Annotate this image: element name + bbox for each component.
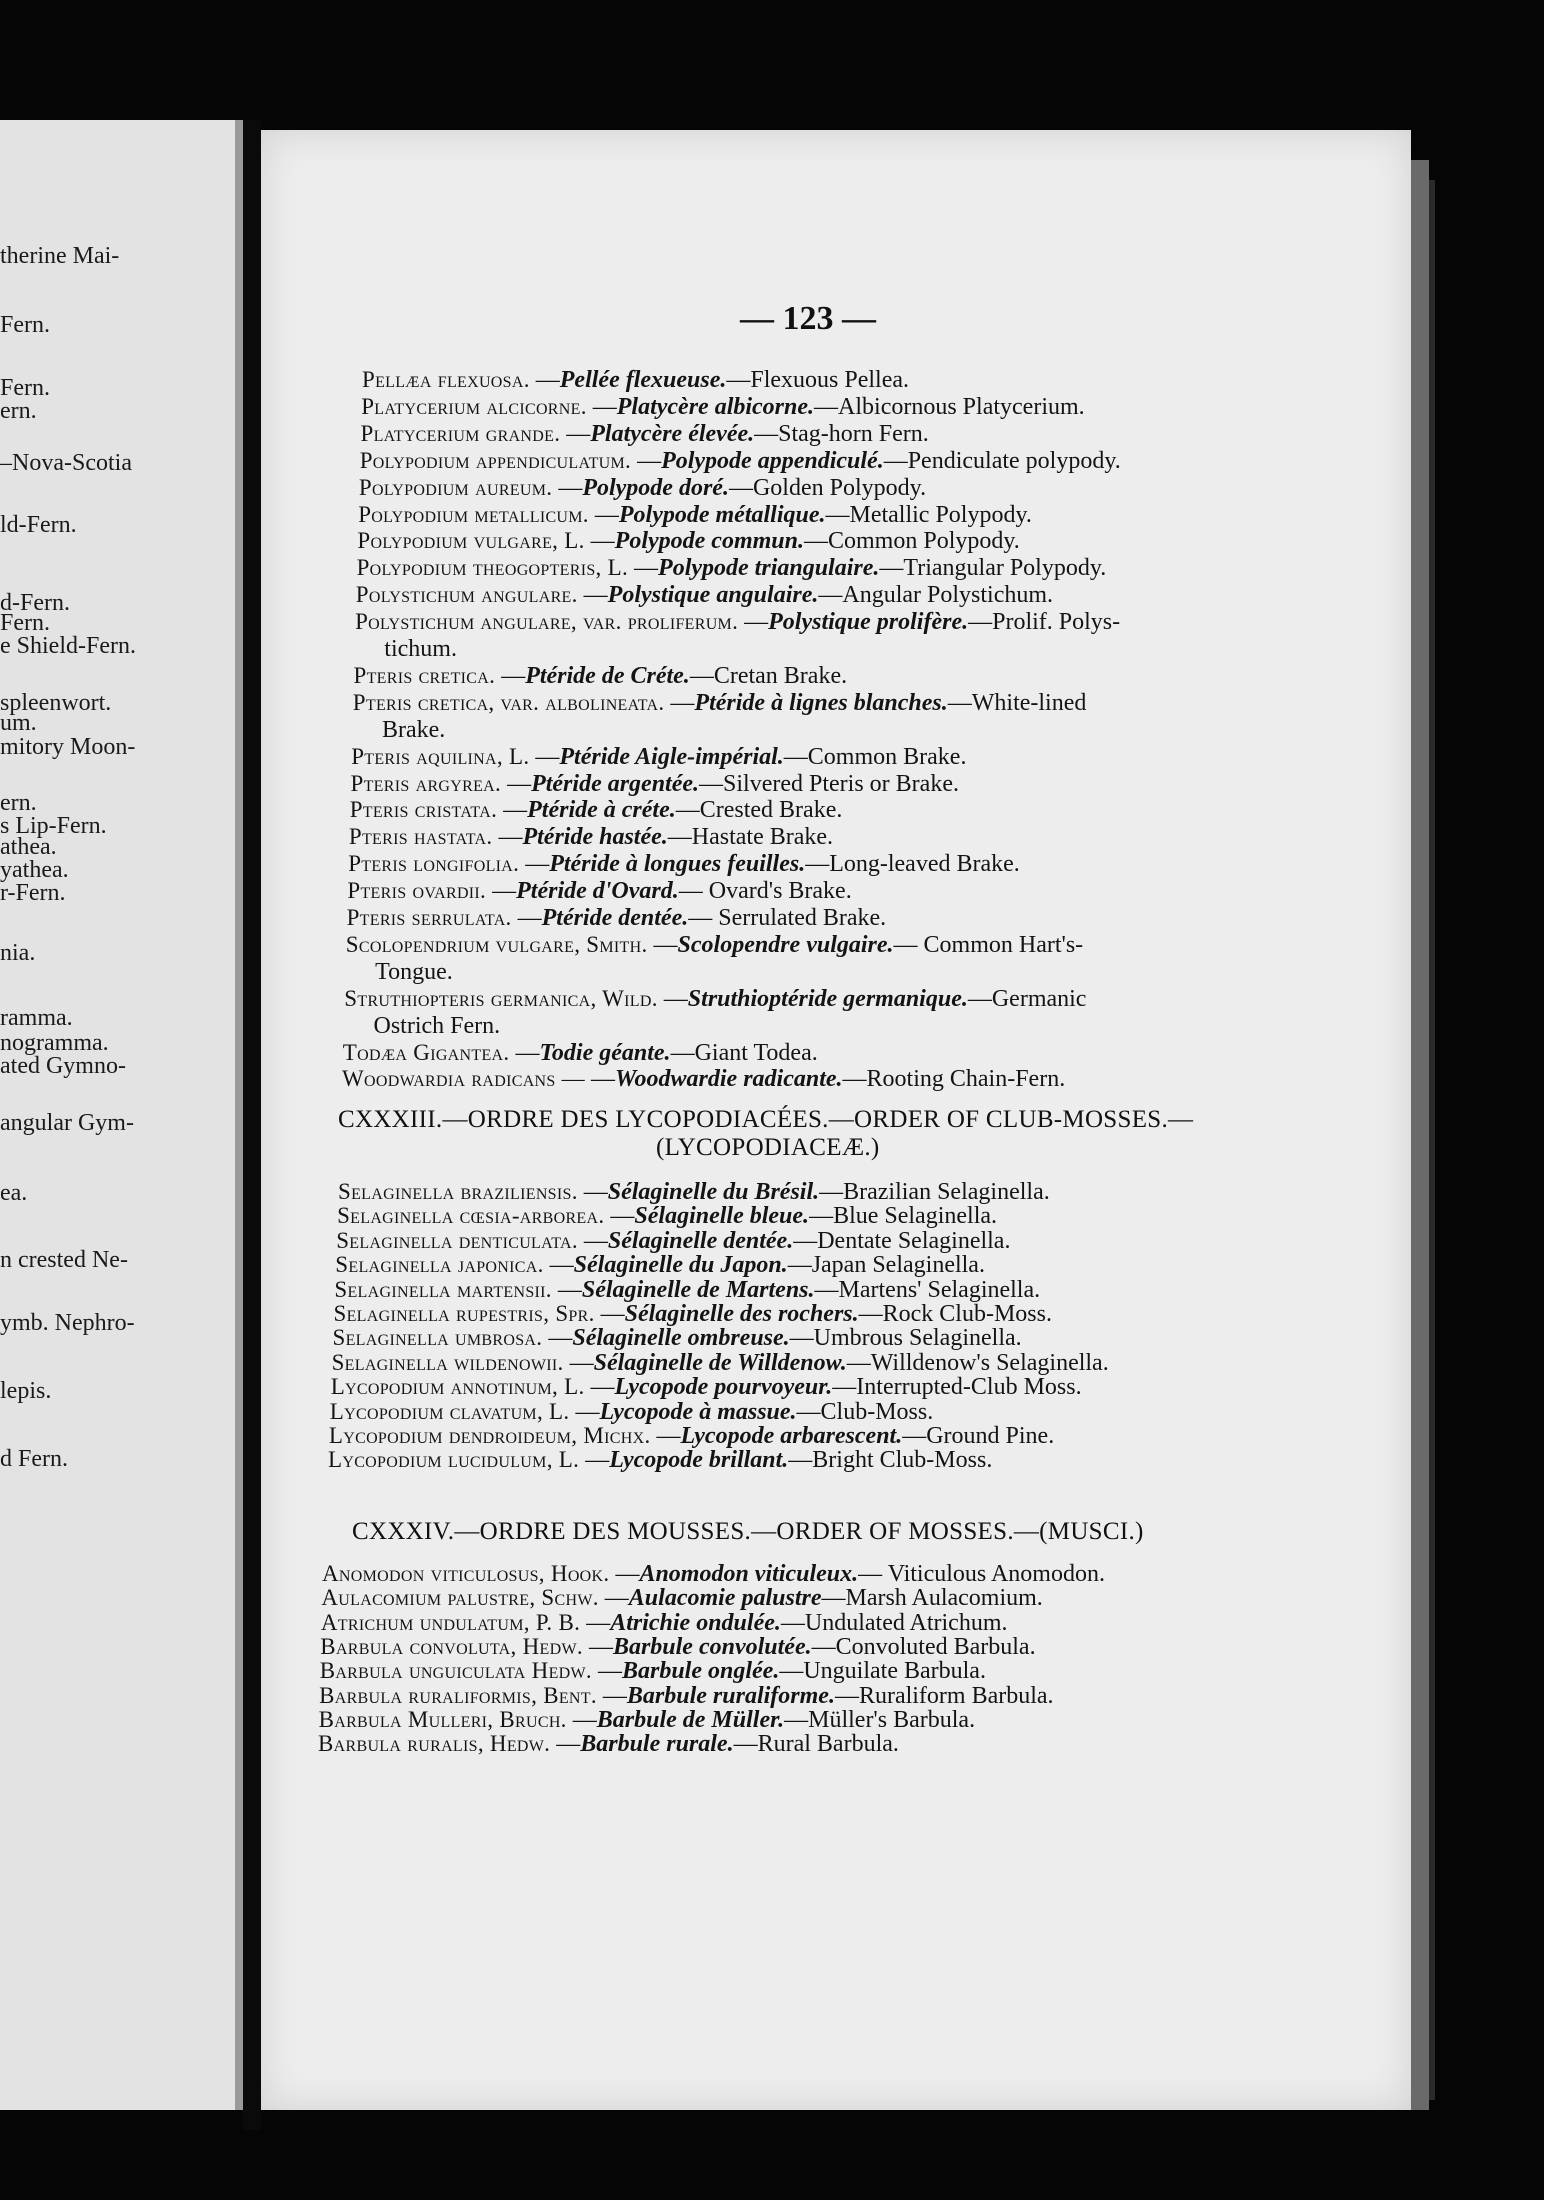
english-name: Ostrich Fern. xyxy=(373,1012,501,1039)
left-page-text-fragment: spleenwort. xyxy=(0,690,112,716)
species-name: Lycopodium clavatum, L. xyxy=(329,1398,570,1424)
french-name: Ptéride à lignes blanches. xyxy=(694,689,948,716)
club-moss-entry-line: Selaginella wildenowii. —Sélaginelle de Willdenow.—Willdenow's Selaginella. xyxy=(331,1349,1109,1376)
english-name: —Ruraliform Barbula. xyxy=(834,1682,1054,1709)
left-page-text-fragment: nia. xyxy=(0,940,36,966)
species-name: Polypodium theogopteris, L. xyxy=(356,555,629,581)
fern-entry-line xyxy=(384,635,457,663)
club-moss-entry-line: Selaginella umbrosa. —Sélaginelle ombreuse.—Umbrous Selaginella. xyxy=(332,1325,1022,1352)
english-name: —Martens' Selaginella. xyxy=(814,1276,1041,1303)
english-name: — Common Hart's- xyxy=(893,931,1084,958)
species-name: Polystichum angulare. xyxy=(355,582,578,608)
french-name: Platycère élevée. xyxy=(590,420,755,447)
species-name: Barbula ruraliformis, Bent. xyxy=(319,1682,597,1708)
english-name: —Marsh Aulacomium. xyxy=(821,1585,1043,1612)
english-name: —Triangular Polypody. xyxy=(879,555,1107,582)
english-name: —Pendiculate polypody. xyxy=(883,447,1121,474)
species-name: Polypodium appendiculatum. xyxy=(359,447,632,473)
species-name: Pteris cretica. xyxy=(353,662,496,688)
moss-entry-line: Barbula convoluta, Hedw. —Barbule convolutée.—Convoluted Barbula. xyxy=(320,1633,1036,1660)
left-page-text-fragment: ern. xyxy=(0,398,37,424)
species-name: Selaginella cœsia-arborea. xyxy=(337,1203,605,1229)
species-name: Pteris cristata. xyxy=(349,797,498,823)
french-name: Pellée flexueuse. xyxy=(559,367,727,393)
species-name: Pteris cretica, var. albolineata. xyxy=(352,689,665,715)
french-name: Ptéride dentée. xyxy=(541,905,689,931)
species-name: Platycerium grande. xyxy=(360,420,561,446)
english-name: —Unguilate Barbula. xyxy=(779,1658,986,1685)
french-name: Ptéride hastée. xyxy=(522,824,668,851)
page-edge xyxy=(1411,160,1429,2110)
species-name: Polypodium aureum. xyxy=(358,474,553,500)
species-name: Selaginella rupestris, Spr. xyxy=(333,1301,595,1326)
french-name: Sélaginelle de Willdenow. xyxy=(593,1349,847,1376)
section-heading-lycopodiaceae: CXXXIII.—ORDRE DES LYCOPODIACÉES.—ORDER OF CLUB-MOSSES.— xyxy=(338,1106,1194,1133)
page-number: — 123 — xyxy=(740,300,876,337)
binding-gutter xyxy=(243,120,261,2130)
english-name: —Angular Polystichum. xyxy=(818,582,1054,609)
club-moss-entry-line: Selaginella rupestris, Spr. —Sélaginelle des rochers.—Rock Club-Moss. xyxy=(333,1301,1052,1327)
french-name: Struthioptéride germanique. xyxy=(687,985,968,1012)
english-name: —Bright Club-Moss. xyxy=(788,1447,993,1474)
english-name: —Silvered Pteris or Brake. xyxy=(699,770,959,797)
english-name: —White-lined xyxy=(947,689,1087,716)
species-name: Struthiopteris germanica, Wild. xyxy=(344,985,658,1011)
previous-page-fragment xyxy=(0,120,235,2110)
fern-entry-line: Polystichum angulare, var. proliferum. —Polystique prolifère.—Prolif. Polys- xyxy=(355,609,1121,636)
species-name: Barbula ruralis, Hedw. xyxy=(318,1731,551,1757)
species-name: Selaginella braziliensis. xyxy=(338,1179,578,1204)
moss-entry-line: Barbula ruraliformis, Bent. —Barbule ruraliforme.—Ruraliform Barbula. xyxy=(319,1682,1054,1709)
english-name: —Umbrous Selaginella. xyxy=(789,1325,1022,1352)
french-name: Aulacomie palustre xyxy=(628,1585,822,1612)
french-name: Polypode triangulaire. xyxy=(658,555,880,582)
fern-entry-line xyxy=(375,958,453,986)
left-page-text-fragment: e Shield-Fern. xyxy=(0,633,136,659)
french-name: Lycopode arbarescent. xyxy=(680,1423,903,1449)
french-name: Ptéride argentée. xyxy=(531,770,700,797)
fern-entry-line: Polystichum angulare. —Polystique angulaire.—Angular Polystichum. xyxy=(355,582,1054,609)
club-moss-entry-line: Selaginella braziliensis. —Sélaginelle du Brésil.—Brazilian Selaginella. xyxy=(338,1179,1050,1205)
left-page-text-fragment: um. xyxy=(0,710,37,736)
english-name: —Club-Moss. xyxy=(796,1398,934,1425)
french-name: Ptéride de Créte. xyxy=(525,662,690,689)
species-name: Selaginella denticulata. xyxy=(336,1227,578,1253)
french-name: Barbule rurale. xyxy=(580,1731,734,1758)
species-name: Barbula convoluta, Hedw. xyxy=(320,1633,583,1659)
french-name: Scolopendre vulgaire. xyxy=(677,931,894,958)
english-name: —Germanic xyxy=(967,985,1087,1012)
species-name: Pteris serrulata. xyxy=(346,905,512,930)
species-name: Lycopodium lucidulum, L. xyxy=(328,1447,580,1473)
english-name: —Ground Pine. xyxy=(902,1423,1055,1449)
english-name: —Rural Barbula. xyxy=(733,1731,899,1758)
fern-entry-line: Polypodium theogopteris, L. —Polypode triangulaire.—Triangular Polypody. xyxy=(356,555,1107,582)
english-name: —Blue Selaginella. xyxy=(809,1203,998,1230)
english-name: — Serrulated Brake. xyxy=(688,905,887,931)
species-name: Aulacomium palustre, Schw. xyxy=(321,1585,599,1611)
species-name: Barbula Mulleri, Bruch. xyxy=(318,1706,567,1732)
english-name: — Viticulous Anomodon. xyxy=(858,1561,1105,1587)
english-name: —Golden Polypody. xyxy=(728,474,927,501)
species-name: Polypodium vulgare, L. xyxy=(357,528,585,554)
french-name: Polypode doré. xyxy=(582,474,729,501)
fern-entry-line: Pteris longifolia. —Ptéride à longues feuilles.—Long-leaved Brake. xyxy=(348,851,1020,878)
english-name: —Hastate Brake. xyxy=(667,824,834,851)
gutter-shadow xyxy=(235,120,243,2110)
french-name: Lycopode brillant. xyxy=(609,1447,789,1474)
moss-entry-line: Barbula Mulleri, Bruch. —Barbule de Müller.—Müller's Barbula. xyxy=(318,1706,976,1733)
fern-entry-line: Pellæa flexuosa. —Pellée flexueuse.—Flexuous Pellea. xyxy=(362,367,910,393)
left-page-text-fragment: therine Mai- xyxy=(0,243,120,269)
left-page-text-fragment: athea. xyxy=(0,834,57,860)
french-name: Ptéride d'Ovard. xyxy=(516,878,679,905)
fern-entry-line: Struthiopteris germanica, Wild. —Struthioptéride germanique.—Germanic xyxy=(344,985,1087,1012)
left-page-text-fragment: ern. xyxy=(0,790,37,816)
fern-entry-line: Pteris ovardii. —Ptéride d'Ovard.— Ovard's Brake. xyxy=(347,878,852,905)
french-name: Barbule onglée. xyxy=(621,1658,780,1685)
fern-entry-line: Woodwardia radicans — —Woodwardie radicante.—Rooting Chain-Fern. xyxy=(342,1066,1066,1093)
moss-entry-line: Anomodon viticulosus, Hook. —Anomodon viticuleux.— Viticulous Anomodon. xyxy=(322,1561,1105,1587)
english-name: —Rock Club-Moss. xyxy=(858,1301,1052,1327)
french-name: Ptéride à longues feuilles. xyxy=(549,851,806,878)
club-moss-entry-line: Lycopodium dendroideum, Michx. —Lycopode arbarescent.—Ground Pine. xyxy=(328,1423,1055,1449)
english-name: —Brazilian Selaginella. xyxy=(819,1179,1050,1205)
club-moss-entry-line: Selaginella denticulata. —Sélaginelle dentée.—Dentate Selaginella. xyxy=(336,1227,1011,1254)
french-name: Polystique prolifère. xyxy=(768,609,969,636)
left-page-text-fragment: mitory Moon- xyxy=(0,734,136,760)
fern-entry-line xyxy=(374,1012,501,1040)
section-heading-lycopodiaceae-latin: (LYCOPODIACEÆ.) xyxy=(656,1134,880,1161)
fern-entry-line: Polypodium aureum. —Polypode doré.—Golden Polypody. xyxy=(358,474,927,501)
club-moss-entry-line: Selaginella martensii. —Sélaginelle de Martens.—Martens' Selaginella. xyxy=(334,1276,1041,1303)
moss-entry-line: Atrichum undulatum, P. B. —Atrichie ondulée.—Undulated Atrichum. xyxy=(320,1609,1008,1636)
english-name: —Undulated Atrichum. xyxy=(780,1609,1008,1636)
left-page-text-fragment: Fern. xyxy=(0,312,50,338)
french-name: Sélaginelle du Japon. xyxy=(573,1252,788,1279)
moss-entry-line: Barbula unguiculata Hedw. —Barbule onglée.—Unguilate Barbula. xyxy=(319,1658,986,1685)
species-name: Selaginella umbrosa. xyxy=(332,1325,543,1351)
page-edge-shadow xyxy=(1429,180,1435,2100)
french-name: Lycopode pourvoyeur. xyxy=(614,1374,833,1401)
species-name: Scolopendrium vulgare, Smith. xyxy=(345,931,648,957)
left-page-text-fragment: yathea. xyxy=(0,857,69,883)
english-name: —Japan Selaginella. xyxy=(787,1252,985,1279)
english-name: —Crested Brake. xyxy=(675,797,843,824)
english-name: —Giant Todea. xyxy=(670,1039,818,1066)
left-page-text-fragment: ymb. Nephro- xyxy=(0,1310,135,1336)
french-name: Sélaginelle de Martens. xyxy=(581,1276,815,1303)
left-page-text-fragment: ea. xyxy=(0,1180,28,1206)
fern-entry-line: Todæa Gigantea. —Todie géante.—Giant Todea. xyxy=(342,1039,818,1066)
left-page-text-fragment: Fern. xyxy=(0,375,50,401)
english-name: Brake. xyxy=(382,716,446,743)
left-page-text-fragment: nogramma. xyxy=(0,1030,109,1056)
species-name: Pteris argyrea. xyxy=(350,770,502,796)
fern-entry-line: Polypodium vulgare, L. —Polypode commun.—Common Polypody. xyxy=(357,528,1020,555)
species-name: Pteris hastata. xyxy=(348,824,493,850)
species-name: Pteris aquilina, L. xyxy=(351,743,530,769)
french-name: Polypode métallique. xyxy=(618,501,826,528)
species-name: Atrichum undulatum, P. B. xyxy=(320,1609,581,1635)
left-page-text-fragment: d Fern. xyxy=(0,1446,68,1472)
left-page-text-fragment: ated Gymno- xyxy=(0,1053,126,1079)
french-name: Anomodon viticuleux. xyxy=(639,1561,859,1587)
club-moss-entry-line: Lycopodium annotinum, L. —Lycopode pourvoyeur.—Interrupted-Club Moss. xyxy=(330,1374,1082,1401)
french-name: Ptéride à créte. xyxy=(527,797,676,824)
species-name: Anomodon viticulosus, Hook. xyxy=(322,1561,610,1586)
french-name: Barbule de Müller. xyxy=(596,1706,785,1733)
fern-entry-line: Platycerium alcicorne. —Platycère albicorne.—Albicornous Platycerium. xyxy=(361,393,1085,420)
english-name: —Convoluted Barbula. xyxy=(811,1633,1036,1660)
english-name: —Willdenow's Selaginella. xyxy=(846,1349,1109,1376)
moss-entry-line: Barbula ruralis, Hedw. —Barbule rurale.—Rural Barbula. xyxy=(318,1731,899,1758)
species-name: Selaginella wildenowii. xyxy=(331,1349,564,1375)
species-name: Selaginella japonica. xyxy=(335,1252,544,1278)
french-name: Sélaginelle des rochers. xyxy=(624,1301,859,1327)
english-name: —Prolif. Polys- xyxy=(968,609,1121,636)
left-page-text-fragment: ramma. xyxy=(0,1005,73,1031)
club-moss-entry-line: Selaginella cœsia-arborea. —Sélaginelle bleue.—Blue Selaginella. xyxy=(337,1203,998,1230)
section-heading-mosses: CXXXIV.—ORDRE DES MOUSSES.—ORDER OF MOSSES.—(MUSCI.) xyxy=(352,1518,1144,1545)
french-name: Lycopode à massue. xyxy=(599,1398,797,1425)
fern-entry-line xyxy=(382,716,445,744)
french-name: Polypode appendiculé. xyxy=(661,447,884,474)
french-name: Platycère albicorne. xyxy=(616,393,815,420)
french-name: Barbule convolutée. xyxy=(612,1633,812,1660)
left-page-text-fragment: d-Fern. xyxy=(0,590,70,616)
species-name: Woodwardia radicans — xyxy=(342,1066,585,1092)
fern-entry-line: Pteris hastata. —Ptéride hastée.—Hastate Brake. xyxy=(348,824,834,851)
left-page-text-fragment: r-Fern. xyxy=(0,880,66,906)
english-name: —Rooting Chain-Fern. xyxy=(842,1066,1066,1093)
club-moss-entry-line: Lycopodium clavatum, L. —Lycopode à massue.—Club-Moss. xyxy=(329,1398,934,1425)
english-name: —Metallic Polypody. xyxy=(825,501,1032,528)
fern-entry-line: Pteris aquilina, L. —Ptéride Aigle-impérial.—Common Brake. xyxy=(351,743,967,770)
french-name: Polystique angulaire. xyxy=(607,582,819,609)
english-name: —Long-leaved Brake. xyxy=(805,851,1020,878)
fern-entry-line: Polypodium appendiculatum. —Polypode appendiculé.—Pendiculate polypody. xyxy=(359,447,1121,474)
fern-entry-line: Scolopendrium vulgare, Smith. —Scolopendre vulgaire.— Common Hart's- xyxy=(345,931,1084,958)
french-name: Ptéride Aigle-impérial. xyxy=(559,743,784,770)
fern-entry-line: Polypodium metallicum. —Polypode métallique.—Metallic Polypody. xyxy=(358,501,1032,528)
club-moss-entry-line: Lycopodium lucidulum, L. —Lycopode brillant.—Bright Club-Moss. xyxy=(328,1447,993,1474)
species-name: Polystichum angulare, var. proliferum. xyxy=(355,609,739,635)
french-name: Todie géante. xyxy=(539,1039,671,1066)
species-name: Todæa Gigantea. xyxy=(342,1039,510,1065)
french-name: Woodwardie radicante. xyxy=(614,1066,843,1093)
french-name: Polypode commun. xyxy=(614,528,804,555)
fern-entry-line: Pteris argyrea. —Ptéride argentée.—Silvered Pteris or Brake. xyxy=(350,770,959,797)
english-name: —Stag-horn Fern. xyxy=(754,420,929,447)
fern-entry-line: Pteris cristata. —Ptéride à créte.—Crested Brake. xyxy=(349,797,843,824)
left-page-text-fragment: –Nova-Scotia xyxy=(0,450,132,476)
species-name: Pteris ovardii. xyxy=(347,878,487,904)
french-name: Atrichie ondulée. xyxy=(610,1609,781,1636)
fern-entry-line: Pteris cretica, var. albolineata. —Ptéride à lignes blanches.—White-lined xyxy=(352,689,1087,716)
english-name: —Common Polypody. xyxy=(804,528,1020,555)
english-name: —Common Brake. xyxy=(783,743,967,770)
species-name: Pellæa flexuosa. xyxy=(362,367,530,392)
left-page-text-fragment: Fern. xyxy=(0,610,50,636)
left-page-text-fragment: lepis. xyxy=(0,1378,52,1404)
english-name: tichum. xyxy=(384,636,457,662)
left-page-text-fragment: angular Gym- xyxy=(0,1110,134,1136)
english-name: —Dentate Selaginella. xyxy=(793,1227,1011,1254)
english-name: —Flexuous Pellea. xyxy=(726,367,910,393)
english-name: — Ovard's Brake. xyxy=(678,878,852,905)
french-name: Sélaginelle dentée. xyxy=(607,1227,794,1254)
species-name: Platycerium alcicorne. xyxy=(361,393,587,419)
english-name: —Müller's Barbula. xyxy=(784,1706,976,1733)
french-name: Barbule ruraliforme. xyxy=(626,1682,835,1709)
species-name: Barbula unguiculata Hedw. xyxy=(319,1658,592,1684)
french-name: Sélaginelle ombreuse. xyxy=(572,1325,790,1352)
english-name: Tongue. xyxy=(375,958,453,985)
species-name: Lycopodium annotinum, L. xyxy=(330,1374,585,1400)
french-name: Sélaginelle bleue. xyxy=(634,1203,810,1230)
species-name: Selaginella martensii. xyxy=(334,1276,552,1302)
species-name: Lycopodium dendroideum, Michx. xyxy=(328,1423,651,1448)
french-name: Sélaginelle du Brésil. xyxy=(607,1179,820,1205)
species-name: Polypodium metallicum. xyxy=(358,501,589,527)
fern-entry-line: Platycerium grande. —Platycère élevée.—Stag-horn Fern. xyxy=(360,420,929,447)
fern-entry-line: Pteris cretica. —Ptéride de Créte.—Cretan Brake. xyxy=(353,662,848,689)
species-name: Pteris longifolia. xyxy=(348,851,520,877)
english-name: —Cretan Brake. xyxy=(689,662,848,689)
english-name: —Interrupted-Club Moss. xyxy=(832,1374,1082,1401)
left-page-text-fragment: s Lip-Fern. xyxy=(0,813,107,839)
moss-entry-line: Aulacomium palustre, Schw. —Aulacomie palustre—Marsh Aulacomium. xyxy=(321,1585,1043,1612)
left-page-text-fragment: ld-Fern. xyxy=(0,512,77,538)
fern-entry-line: Pteris serrulata. —Ptéride dentée.— Serrulated Brake. xyxy=(346,905,887,931)
left-page-text-fragment: n crested Ne- xyxy=(0,1247,128,1273)
english-name: —Albicornous Platycerium. xyxy=(814,393,1085,420)
club-moss-entry-line: Selaginella japonica. —Sélaginelle du Japon.—Japan Selaginella. xyxy=(335,1252,985,1279)
